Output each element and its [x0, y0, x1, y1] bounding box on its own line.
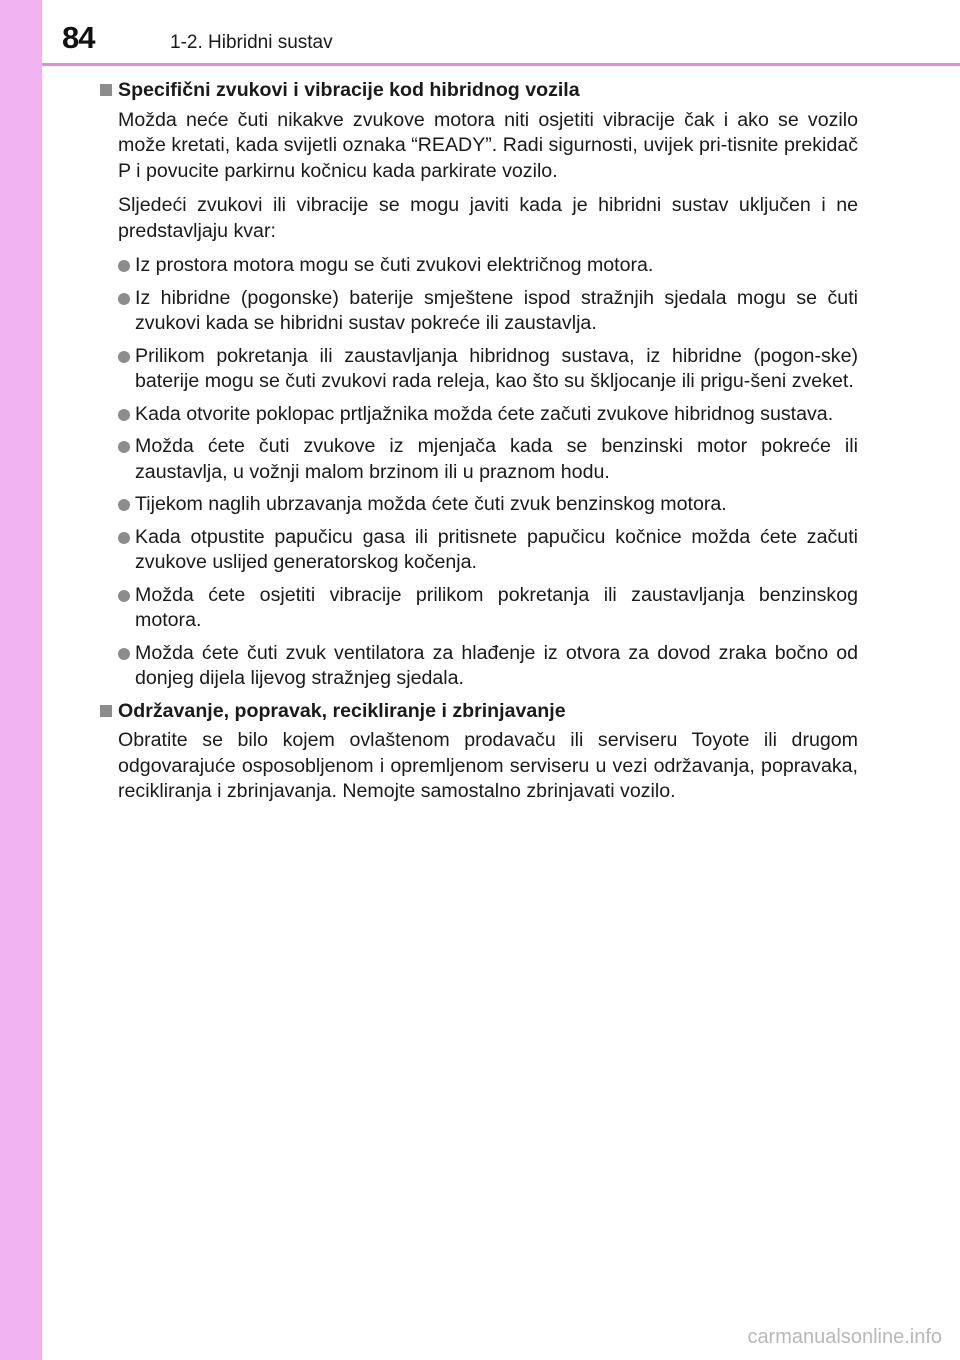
- list-item: Tijekom naglih ubrzavanja možda ćete čuti zvuk benzinskog motora.: [118, 492, 858, 518]
- paragraph: Obratite se bilo kojem ovlaštenom prodavaču ili serviseru Toyote ili drugom odgovarajuće osposobljenom i opremljenom serviseru u vezi održavanja, popravaka, recikliranja i zbrinjavanja. Nemojte samostalno zbrinjavati vozilo.: [118, 729, 858, 802]
- header-divider: [42, 63, 960, 66]
- list-item: Prilikom pokretanja ili zaustavljanja hibridnog sustava, iz hibridne (pogon-ske) baterije mogu se čuti zvukovi rada releja, kao što su škljocanje ili prigu-šeni zveket.: [118, 344, 858, 395]
- square-bullet-icon: [100, 705, 112, 717]
- section-maintenance: [100, 699, 858, 805]
- circle-bullet-icon: [118, 351, 130, 363]
- circle-bullet-icon: [118, 293, 130, 305]
- circle-bullet-icon: [118, 590, 130, 602]
- list-item: Možda ćete čuti zvuk ventilatora za hlađenje iz otvora za dovod zraka bočno od donjeg dijela lijevog stražnjeg sjedala.: [118, 641, 858, 692]
- list-item: Možda ćete osjetiti vibracije prilikom pokretanja ili zaustavljanja benzinskog motora.: [118, 583, 858, 634]
- heading-text: Održavanje, popravak, recikliranje i zbrinjavanje: [118, 699, 566, 722]
- circle-bullet-icon: [118, 532, 130, 544]
- circle-bullet-icon: [118, 499, 130, 511]
- chapter-title: 1-2. Hibridni sustav: [170, 32, 333, 53]
- section-heading: [100, 699, 858, 725]
- list-item: Možda ćete čuti zvukove iz mjenjača kada se benzinski motor pokreće ili zaustavlja, u vožnji malom brzinom ili u praznom hodu.: [118, 434, 858, 485]
- circle-bullet-icon: [118, 648, 130, 660]
- paragraph: Možda neće čuti nikakve zvukove motora niti osjetiti vibracije čak i ako se vozilo može kretati, kada svijetli oznaka “READY”. Radi sigurnosti, uvijek pri-tisnite prekidač P i povucite parkirnu kočnicu kada parkirate vozilo.: [118, 108, 858, 182]
- page-content: [100, 78, 858, 814]
- page-number: 84: [62, 20, 95, 55]
- section-hybrid-sounds: [100, 78, 858, 692]
- circle-bullet-icon: [118, 260, 130, 272]
- circle-bullet-icon: [118, 441, 130, 453]
- side-color-strip: [0, 0, 42, 1360]
- paragraph: Sljedeći zvukovi ili vibracije se mogu javiti kada je hibridni sustav uključen i ne predstavljaju kvar:: [118, 194, 858, 242]
- list-item: Kada otpustite papučicu gasa ili pritisnete papučicu kočnice možda ćete začuti zvukove uslijed generatorskog kočenja.: [118, 525, 858, 576]
- list-item: Kada otvorite poklopac prtljažnika možda ćete začuti zvukove hibridnog sustava.: [118, 402, 858, 428]
- watermark: carmanualsonline.info: [747, 1326, 942, 1348]
- square-bullet-icon: [100, 84, 112, 96]
- section-heading: [100, 78, 858, 104]
- bullet-list: [118, 253, 858, 692]
- list-item: Iz hibridne (pogonske) baterije smještene ispod stražnjih sjedala mogu se čuti zvukovi kada se hibridni sustav pokreće ili zaustavlja.: [118, 286, 858, 337]
- list-item: Iz prostora motora mogu se čuti zvukovi električnog motora.: [118, 253, 858, 279]
- heading-text: Specifični zvukovi i vibracije kod hibridnog vozila: [118, 79, 580, 101]
- circle-bullet-icon: [118, 409, 130, 421]
